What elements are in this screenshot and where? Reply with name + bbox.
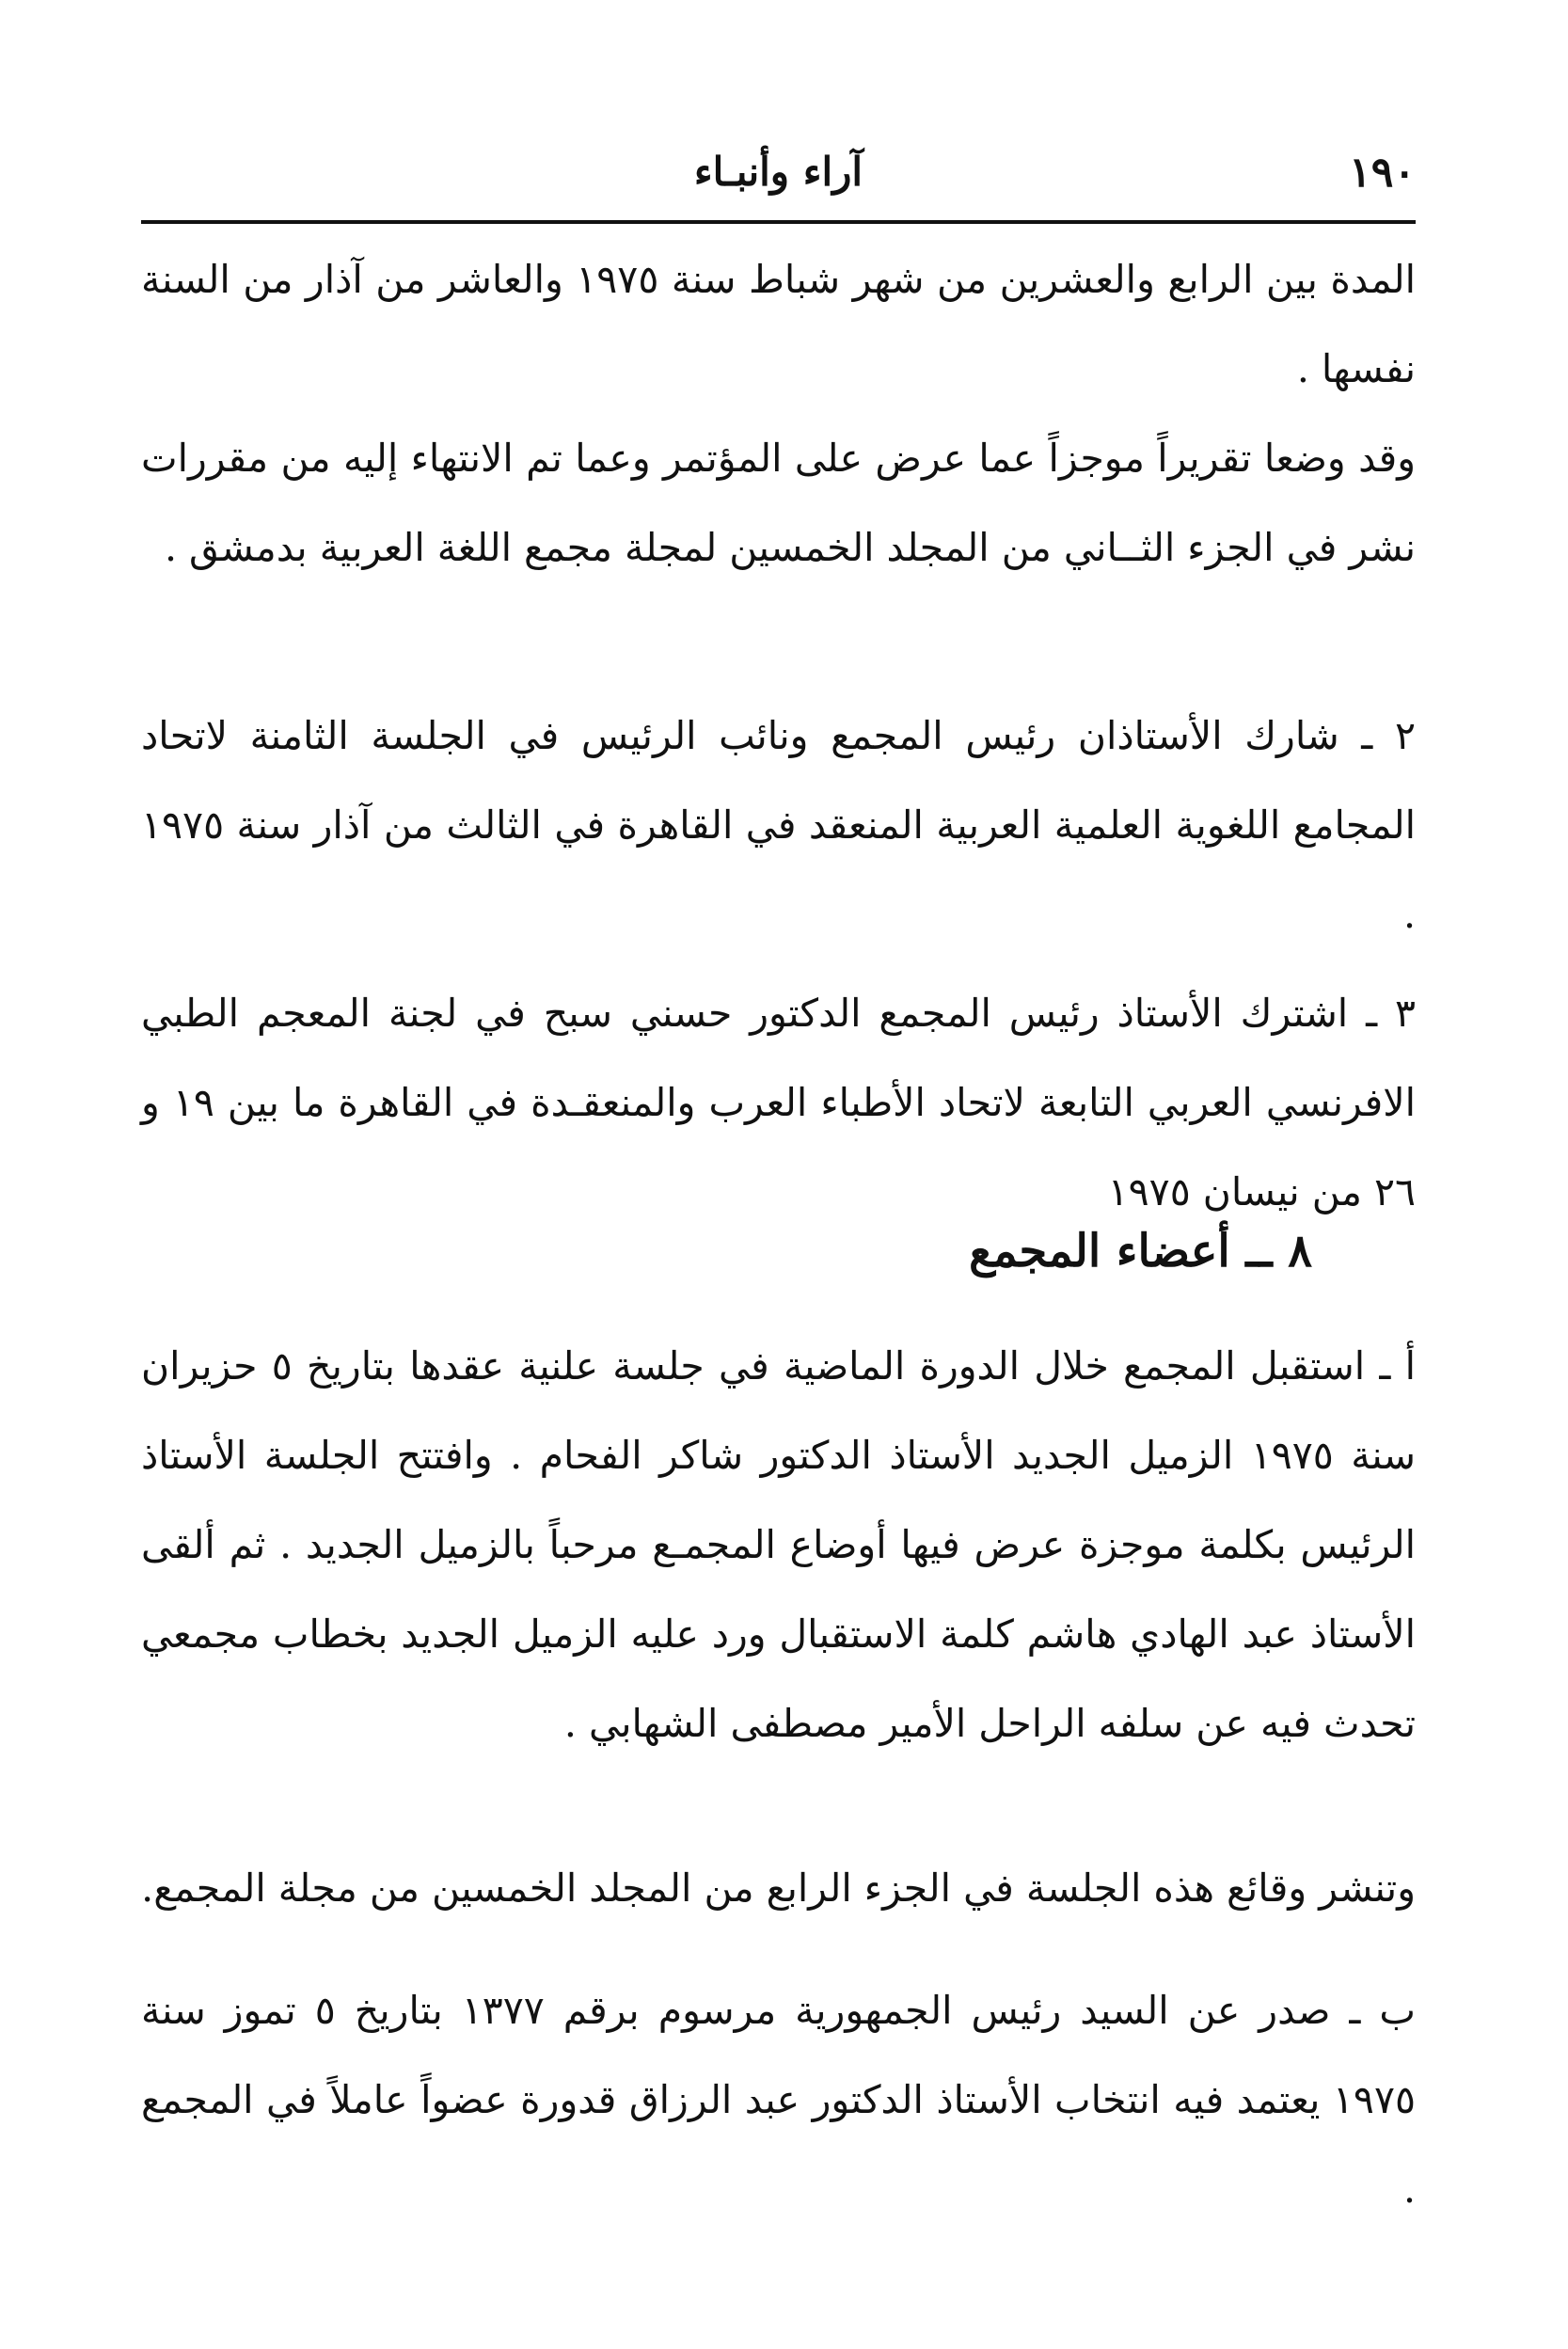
paragraph-item-3: ٣ ـ اشترك الأستاذ رئيس المجمع الدكتور حسني سبح في لجنة المعجم الطبي الافرنسي العربي التابعة لاتحاد الأطباء العرب والمنعقـدة في القاهرة ما بين ١٩ و ٢٦ من نيسان ١٩٧٥ (141, 991, 1416, 1214)
section-title: آراء وأنبـاء (693, 149, 863, 195)
header-divider (141, 220, 1416, 224)
paragraph-item-a: أ ـ استقبل المجمع خلال الدورة الماضية في جلسة علنية عقدها بتاريخ ٥ حزيران سنة ١٩٧٥ الزميل الجديد الأستاذ الدكتور شاكر الفحام . وافتتح الجلسة الأستاذ الرئيس بكلمة موجزة عرض فيها أوضاع المجمـع مرحباً بالزميل الجديد . ثم ألقى الأستاذ عبد الهادي هاشم كلمة الاستقبال ورد عليه الزميل الجديد بخطاب مجمعي تحدث فيه عن سلفه الراحل الأمير مصطفى الشهابي . (141, 1343, 1416, 1746)
page-number: ١٩٠ (1349, 149, 1416, 197)
paragraph-report: وقد وضعا تقريراً موجزاً عما عرض على المؤتمر وعما تم الانتهاء إليه من مقررات نشر في الجزء الثــاني من المجلد الخمسين لمجلة مجمع اللغة العربية بدمشق . (141, 436, 1416, 570)
paragraph-continuation: المدة بين الرابع والعشرين من شهر شباط سنة ١٩٧٥ والعاشر من آذار من السنة نفسها . (141, 257, 1416, 391)
paragraph-item-b: ب ـ صدر عن السيد رئيس الجمهورية مرسوم برقم ١٣٧٧ بتاريخ ٥ تموز سنة ١٩٧٥ يعتمد فيه انتخاب الأستاذ الدكتور عبد الرزاق قدورة عضواً عاملاً في المجمع . (141, 1988, 1416, 2212)
paragraph-item-2: ٢ ـ شارك الأستاذان رئيس المجمع ونائب الرئيس في الجلسة الثامنة لاتحاد المجامع اللغوية العلمية العربية المنعقد في القاهرة في الثالث من آذار سنة ١٩٧٥ . (141, 713, 1416, 937)
section-heading-members: ٨ ــ أعضاء المجمع (969, 1225, 1312, 1278)
running-head (141, 141, 1416, 216)
paragraph-publication-note: وتنشر وقائع هذه الجلسة في الجزء الرابع من المجلد الخمسين من مجلة المجمع. (141, 1865, 1416, 1911)
